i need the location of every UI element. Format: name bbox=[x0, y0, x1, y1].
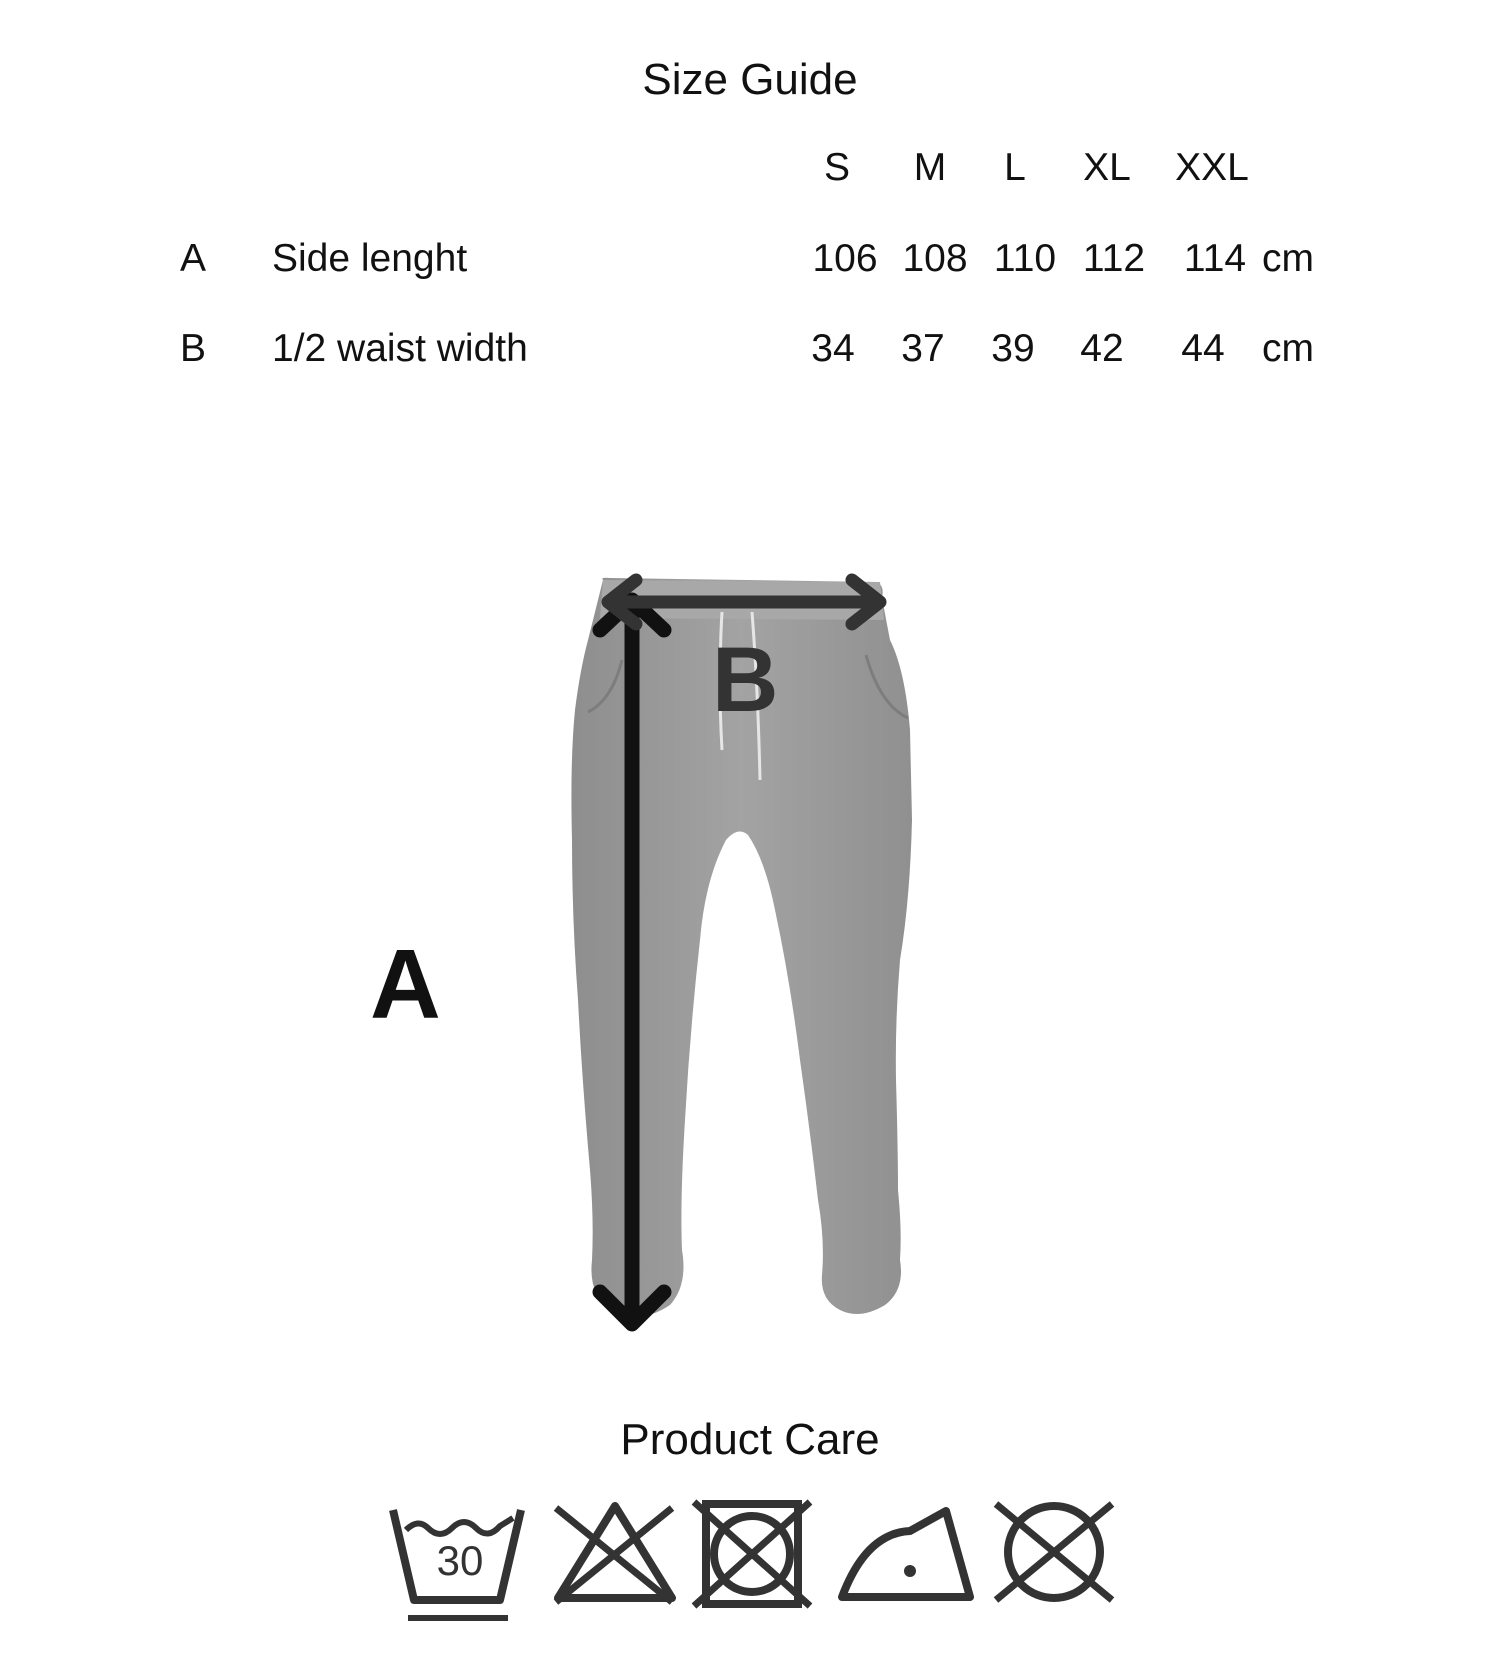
unit-label: cm bbox=[1262, 327, 1314, 370]
do-not-tumble-dry-icon bbox=[690, 1498, 814, 1610]
measurement-a-letter: A bbox=[370, 929, 441, 1039]
row-letter: A bbox=[180, 237, 207, 280]
do-not-bleach-icon bbox=[550, 1498, 680, 1608]
value-cell: 108 bbox=[902, 237, 968, 280]
wash-temperature: 30 bbox=[436, 1537, 484, 1584]
size-guide-title: Size Guide bbox=[642, 55, 858, 104]
unit-label: cm bbox=[1262, 237, 1314, 280]
do-not-dry-clean-icon bbox=[990, 1496, 1120, 1608]
size-xl-header: XL bbox=[1083, 146, 1131, 189]
value-cell: 42 bbox=[1080, 327, 1124, 370]
size-xxl-header: XXL bbox=[1175, 146, 1249, 189]
iron-low-icon bbox=[838, 1505, 978, 1605]
value-cell: 37 bbox=[901, 327, 945, 370]
size-m-header: M bbox=[913, 146, 947, 189]
row-label: 1/2 waist width bbox=[272, 327, 528, 370]
value-cell: 114 bbox=[1183, 237, 1247, 280]
product-care-title: Product Care bbox=[620, 1415, 880, 1464]
value-cell: 44 bbox=[1181, 327, 1225, 370]
size-l-header: L bbox=[1004, 146, 1026, 189]
value-cell: 39 bbox=[991, 327, 1035, 370]
value-cell: 34 bbox=[811, 327, 855, 370]
row-label: Side lenght bbox=[272, 237, 468, 280]
value-cell: 106 bbox=[812, 237, 878, 280]
size-s-header: S bbox=[823, 146, 850, 189]
measurement-b-letter: B bbox=[712, 629, 779, 731]
value-cell: 112 bbox=[1082, 237, 1146, 280]
value-cell: 110 bbox=[993, 237, 1057, 280]
row-letter: B bbox=[180, 327, 207, 370]
